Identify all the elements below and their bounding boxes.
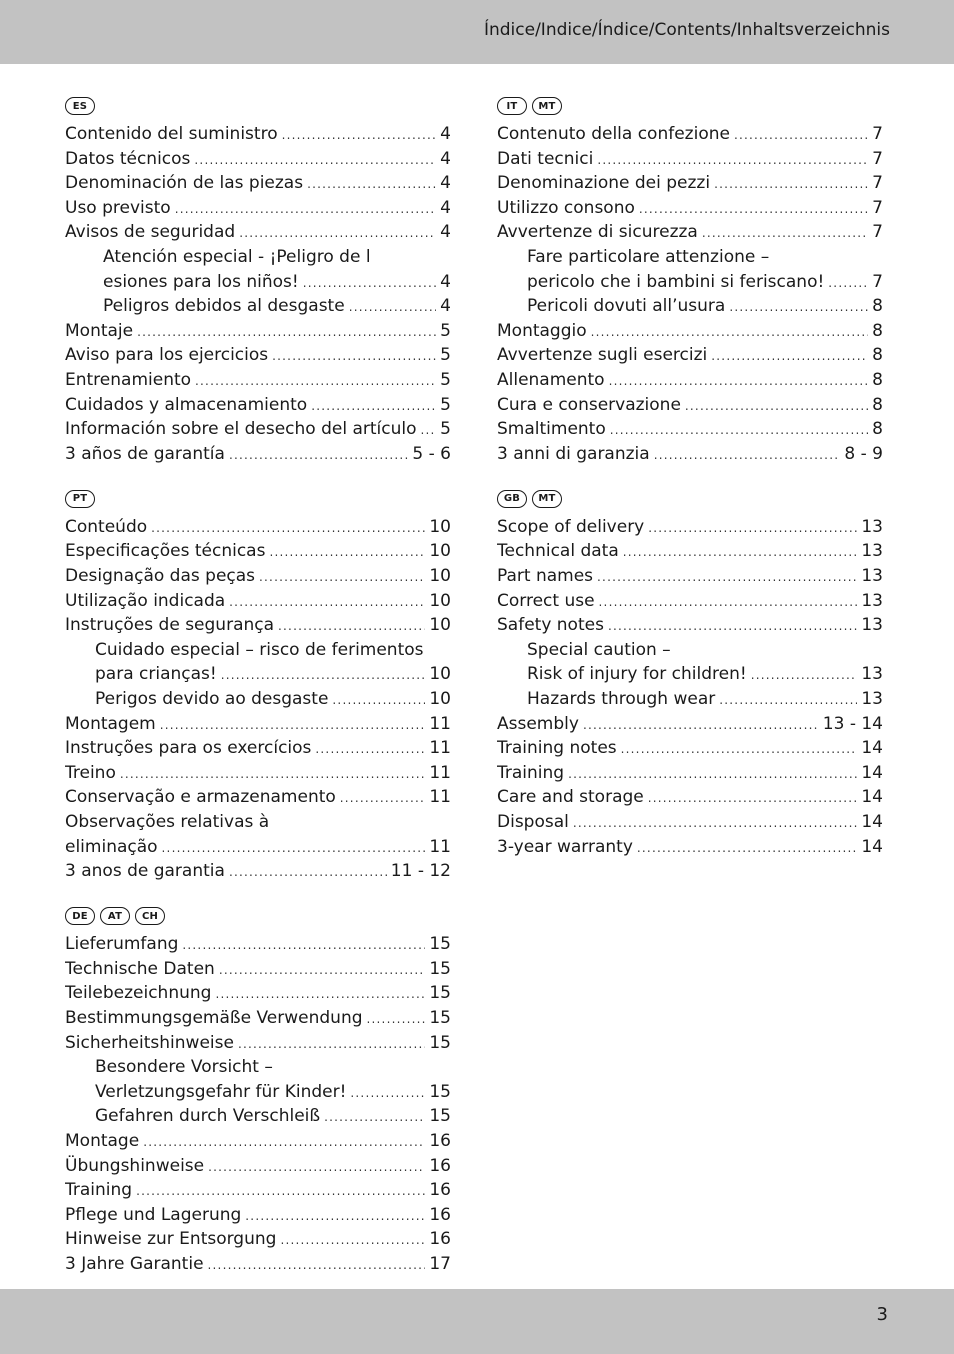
toc-entry-label: Smaltimento (497, 419, 606, 440)
toc-entry-label: Übungshinweise (65, 1155, 205, 1176)
toc-entry-page: 5 - 6 (412, 443, 451, 464)
dot-leader (639, 197, 868, 221)
toc-entry-page: 11 (429, 836, 451, 857)
dot-leader (367, 1007, 426, 1031)
toc-entry-label: Hinweise zur Entsorgung (65, 1229, 277, 1250)
dot-leader (609, 369, 869, 393)
toc-entry (65, 417, 451, 442)
toc-entry (497, 785, 883, 810)
toc-entry (65, 589, 451, 614)
toc-entry-label: Cuidado especial – risco de ferimentos (95, 639, 424, 660)
toc-entry-page: 7 (872, 173, 883, 194)
language-badges (65, 487, 451, 511)
toc-entry-label: Denominazione dei pezzi (497, 173, 711, 194)
toc-entry (497, 171, 883, 196)
toc-entry-label: para crianças! (95, 664, 217, 685)
dot-leader (324, 1105, 425, 1129)
toc-entry-label: Technical data (497, 541, 619, 562)
toc-entry-label: Contenido del suministro (65, 124, 278, 144)
toc-entry (65, 810, 451, 835)
toc-entry-label: Uso previsto (65, 197, 171, 218)
dot-leader (282, 123, 437, 147)
dot-leader (229, 860, 387, 884)
toc-entry-label: Pflege und Lagerung (65, 1204, 242, 1225)
dot-leader (239, 221, 436, 245)
toc-entry-label: Datos técnicos (65, 148, 191, 169)
toc-entry (65, 147, 451, 172)
toc-entry-page: 10 (429, 615, 451, 636)
toc-entry (65, 196, 451, 221)
toc-entry-page: 14 (861, 738, 883, 759)
toc-entry (497, 564, 883, 589)
toc-entry-page: 10 (429, 516, 451, 537)
dot-leader (583, 713, 819, 737)
dot-leader (280, 1228, 425, 1252)
page-number: 3 (876, 1304, 888, 1325)
toc-entry-label: Utilizzo consono (497, 197, 635, 218)
dot-leader (610, 418, 868, 442)
dot-leader (259, 565, 425, 589)
toc-entry-page: 14 (861, 787, 883, 808)
toc-entry (65, 539, 451, 564)
dot-leader (229, 443, 408, 467)
toc-entry-label: Entrenamiento (65, 369, 192, 390)
toc-entry (65, 785, 451, 810)
dot-leader (623, 540, 858, 564)
toc-entry-label: Part names (497, 566, 594, 586)
toc-entry (497, 270, 883, 295)
toc-entry-label: Utilização indicada (65, 590, 226, 611)
toc-entry-page: 10 (429, 664, 451, 685)
toc-entry (65, 1178, 451, 1203)
dot-leader (269, 540, 425, 564)
toc-entry-page: 5 (440, 320, 451, 341)
toc-entry-page: 17 (429, 1253, 451, 1274)
toc-entry (65, 761, 451, 786)
dot-leader (621, 737, 858, 761)
dot-leader (568, 762, 857, 786)
toc-entry-page: 15 (429, 1081, 451, 1102)
toc-entry-label: Conteúdo (65, 516, 148, 537)
toc-entry (65, 1227, 451, 1252)
dot-leader (195, 369, 436, 393)
toc-entry (65, 687, 451, 712)
toc-entry-page: 15 (429, 1008, 451, 1028)
toc-entry (65, 859, 451, 884)
toc-entry-page: 15 (429, 1106, 451, 1127)
toc-entry (65, 171, 451, 196)
toc-entry-page: 8 (872, 419, 883, 440)
dot-leader (648, 786, 858, 810)
dot-leader (828, 271, 868, 295)
language-badges (65, 94, 451, 118)
toc-entry-label: 3-year warranty (497, 836, 633, 857)
dot-leader (208, 1155, 425, 1179)
toc-entry-page: 11 (429, 787, 451, 808)
toc-entry-page: 16 (429, 1180, 451, 1201)
toc-entry-label: Treino (65, 762, 116, 783)
toc-entry-label: Pericoli dovuti all’usura (527, 296, 726, 317)
toc-entry-label: Perigos devido ao desgaste (95, 688, 329, 709)
toc-entry-label: Bestimmungsgemäße Verwendung (65, 1008, 363, 1028)
dot-leader (573, 811, 857, 835)
toc-entry-label: Designação das peças (65, 566, 256, 586)
toc-entry (65, 662, 451, 687)
dot-leader (421, 418, 437, 442)
toc-entry-label: Avvertenze sugli esercizi (497, 345, 708, 366)
toc-entry-page: 5 (440, 394, 451, 415)
dot-leader (219, 958, 426, 982)
toc-column-left (65, 94, 451, 1297)
toc-entry-label: Avvertenze di sicurezza (497, 222, 698, 243)
toc-entry-page: 14 (861, 811, 883, 832)
toc-entry (497, 736, 883, 761)
toc-entry-label: Lieferumfang (65, 934, 179, 955)
toc-entry-label: Cura e conservazione (497, 394, 681, 415)
toc-entry (65, 564, 451, 589)
header-bar (0, 0, 954, 64)
toc-entry (497, 761, 883, 786)
dot-leader (194, 148, 436, 172)
toc-entry-label: Allenamento (497, 369, 605, 390)
toc-entry (65, 294, 451, 319)
toc-entry-label: Training notes (497, 738, 617, 759)
toc-entry-page: 11 (429, 738, 451, 759)
toc-entry-label: 3 anni di garanzia (497, 443, 650, 464)
dot-leader (685, 394, 868, 418)
toc-entry-label: Disposal (497, 811, 569, 832)
language-badge: PT (65, 490, 95, 508)
dot-leader (702, 221, 868, 245)
dot-leader (751, 663, 858, 687)
toc-entry-page: 16 (429, 1204, 451, 1225)
toc-entry-page: 16 (429, 1155, 451, 1176)
toc-entry-page: 4 (440, 148, 451, 169)
toc-entry-label: Montage (65, 1130, 140, 1151)
toc-entry-label: 3 Jahre Garantie (65, 1253, 204, 1274)
toc-entry (497, 319, 883, 344)
toc-entry-label: Avisos de seguridad (65, 222, 236, 243)
toc-entry-label: Safety notes (497, 615, 604, 636)
toc-entry (65, 1154, 451, 1179)
toc-entry-label: Contenuto della confezione (497, 124, 730, 144)
toc-entry (497, 442, 883, 467)
toc-entry-label: Gefahren durch Verschleiß (95, 1106, 321, 1127)
toc-entry-page: 8 (872, 394, 883, 415)
dot-leader (349, 295, 436, 319)
toc-entry-page: 7 (872, 124, 883, 144)
toc-entry-page: 13 - 14 (822, 713, 883, 734)
dot-leader (711, 344, 868, 368)
toc-entry-page: 13 (861, 566, 883, 586)
toc-entry (65, 736, 451, 761)
toc-entry-page: 16 (429, 1229, 451, 1250)
toc-entry-page: 7 (872, 197, 883, 218)
toc-entry (65, 122, 451, 147)
toc-entry-label: pericolo che i bambini si feriscano! (527, 271, 825, 292)
toc-section (65, 94, 451, 466)
dot-leader (648, 516, 857, 540)
toc-entry-page: 15 (429, 958, 451, 979)
toc-entry-page: 16 (429, 1130, 451, 1151)
toc-entry-page: 10 (429, 590, 451, 611)
toc-entry-page: 15 (429, 1032, 451, 1053)
toc-entry-label: Special caution – (527, 639, 671, 660)
toc-entry (65, 442, 451, 467)
toc-entry (497, 245, 883, 270)
toc-entry (497, 539, 883, 564)
toc-entry-page: 4 (440, 197, 451, 218)
toc-column-right (497, 94, 883, 880)
toc-entry-label: Correct use (497, 590, 595, 611)
dot-leader (340, 786, 426, 810)
toc-entry (497, 810, 883, 835)
toc-entry-page: 8 (872, 320, 883, 341)
toc-entry-label: Atención especial - ¡Peligro de l (103, 246, 371, 267)
toc-entry-label: Besondere Vorsicht – (95, 1057, 273, 1078)
dot-leader (136, 1179, 425, 1203)
toc-entry (65, 270, 451, 295)
toc-entry-label: Sicherheitshinweise (65, 1032, 234, 1053)
toc-entry-label: Peligros debidos al desgaste (103, 296, 345, 317)
toc-entry-page: 11 (429, 713, 451, 734)
toc-entry (497, 393, 883, 418)
toc-entry-label: Especificações técnicas (65, 541, 266, 562)
toc-entry-label: Observações relativas à (65, 811, 270, 832)
toc-entry-label: Verletzungsgefahr für Kinder! (95, 1081, 347, 1102)
toc-entry-page: 14 (861, 836, 883, 857)
toc-entry (65, 1104, 451, 1129)
toc-entry (497, 687, 883, 712)
toc-entry-page: 8 (872, 369, 883, 390)
dot-leader (608, 614, 857, 638)
toc-entry-label: esiones para los niños! (103, 271, 299, 292)
toc-entry-page: 7 (872, 222, 883, 243)
language-badges (497, 94, 883, 118)
language-badge: MT (532, 97, 562, 115)
toc-entry-page: 13 (861, 590, 883, 611)
toc-entry-label: Fare particolare attenzione – (527, 246, 770, 267)
toc-entry-page: 4 (440, 173, 451, 194)
toc-entry (497, 613, 883, 638)
toc-entry (497, 343, 883, 368)
toc-entry-label: Care and storage (497, 787, 644, 808)
language-badge: IT (497, 97, 527, 115)
toc-entry-page: 10 (429, 541, 451, 562)
toc-entry (65, 981, 451, 1006)
toc-entry (65, 1006, 451, 1031)
toc-entry (65, 319, 451, 344)
toc-entry-page: 13 (861, 688, 883, 709)
toc-entry (497, 515, 883, 540)
toc-entry-label: 3 años de garantía (65, 443, 225, 464)
dot-leader (143, 1130, 425, 1154)
dot-leader (215, 982, 425, 1006)
toc-entry (65, 712, 451, 737)
dot-leader (151, 516, 425, 540)
toc-entry-label: Instruções para os exercícios (65, 738, 312, 759)
toc-entry-page: 7 (872, 148, 883, 169)
dot-leader (637, 836, 857, 860)
footer-bar (0, 1289, 954, 1354)
dot-leader (311, 394, 436, 418)
toc-entry (65, 515, 451, 540)
toc-entry (65, 368, 451, 393)
toc-section (497, 94, 883, 466)
toc-entry (497, 220, 883, 245)
toc-entry (65, 932, 451, 957)
toc-section (65, 487, 451, 884)
toc-entry-page: 8 (872, 296, 883, 317)
toc-entry (65, 220, 451, 245)
toc-entry-label: Información sobre el desecho del artículo (65, 419, 417, 440)
toc-section (65, 904, 451, 1276)
toc-entry (65, 1080, 451, 1105)
toc-entry-page: 7 (872, 271, 883, 292)
toc-entry (497, 417, 883, 442)
toc-entry (65, 957, 451, 982)
toc-entry-page: 11 - 12 (390, 861, 451, 882)
toc-entry-page: 11 (429, 762, 451, 783)
toc-entry-page: 5 (440, 369, 451, 390)
toc-entry-label: Training (497, 762, 565, 783)
dot-leader (160, 713, 426, 737)
toc-entry-label: Scope of delivery (497, 516, 645, 537)
toc-entry (497, 122, 883, 147)
toc-entry-label: Dati tecnici (497, 148, 594, 169)
toc-entry-label: Cuidados y almacenamiento (65, 394, 308, 415)
toc-entry-page: 10 (429, 688, 451, 709)
dot-leader (303, 271, 436, 295)
dot-leader (137, 320, 436, 344)
toc-entry (65, 245, 451, 270)
toc-entry-label: Montagem (65, 713, 156, 734)
toc-entry-label: Risk of injury for children! (527, 664, 747, 685)
toc-entry-page: 13 (861, 664, 883, 685)
toc-entry-label: Teilebezeichnung (65, 983, 212, 1004)
toc-entry-page: 8 - 9 (844, 443, 883, 464)
dot-leader (734, 123, 868, 147)
dot-leader (208, 1253, 426, 1277)
toc-entry (497, 294, 883, 319)
dot-leader (278, 614, 425, 638)
toc-entry-page: 13 (861, 615, 883, 636)
toc-entry (65, 835, 451, 860)
toc-entry-page: 5 (440, 345, 451, 366)
dot-leader (162, 836, 426, 860)
toc-entry (65, 1031, 451, 1056)
dot-leader (182, 933, 425, 957)
toc-entry-label: Instruções de segurança (65, 615, 275, 636)
toc-entry (65, 638, 451, 663)
toc-entry (65, 1129, 451, 1154)
dot-leader (245, 1204, 425, 1228)
language-badge: CH (135, 907, 165, 925)
toc-entry-label: Montaje (65, 320, 134, 341)
toc-entry-label: Technische Daten (65, 958, 215, 979)
toc-entry-page: 15 (429, 934, 451, 955)
toc-entry-page: 13 (861, 541, 883, 562)
dot-leader (238, 1032, 425, 1056)
toc-entry-page: 14 (861, 762, 883, 783)
toc-entry-page: 4 (440, 124, 451, 144)
toc-entry (497, 147, 883, 172)
toc-entry-page: 13 (861, 516, 883, 537)
toc-entry-label: Denominación de las piezas (65, 173, 304, 194)
language-badge: AT (100, 907, 130, 925)
dot-leader (597, 565, 857, 589)
toc-entry-label: Hazards through wear (527, 688, 716, 709)
language-badge: MT (532, 490, 562, 508)
toc-entry-page: 10 (429, 566, 451, 586)
toc-entry-label: eliminação (65, 836, 158, 857)
toc-entry (497, 835, 883, 860)
toc-entry (65, 613, 451, 638)
toc-entry-label: Aviso para los ejercicios (65, 345, 269, 366)
toc-entry (65, 1055, 451, 1080)
dot-leader (350, 1081, 425, 1105)
toc-entry (497, 196, 883, 221)
toc-entry (65, 1203, 451, 1228)
dot-leader (729, 295, 868, 319)
toc-entry-page: 15 (429, 983, 451, 1004)
dot-leader (229, 590, 425, 614)
language-badge: ES (65, 97, 95, 115)
dot-leader (714, 172, 868, 196)
toc-entry (65, 393, 451, 418)
dot-leader (332, 688, 425, 712)
toc-entry-label: Assembly (497, 713, 579, 734)
toc-entry (497, 662, 883, 687)
page-title: Índice/Indice/Índice/Contents/Inhaltsverzeichnis (483, 20, 890, 40)
toc-section (497, 487, 883, 859)
toc-entry-label: 3 anos de garantia (65, 861, 225, 882)
toc-entry-page: 4 (440, 296, 451, 317)
dot-leader (120, 762, 426, 786)
dot-leader (719, 688, 857, 712)
toc-entry (497, 712, 883, 737)
dot-leader (599, 590, 858, 614)
dot-leader (221, 663, 426, 687)
toc-entry-label: Montaggio (497, 320, 587, 341)
dot-leader (307, 172, 436, 196)
toc-entry-page: 4 (440, 222, 451, 243)
toc-entry-label: Training (65, 1180, 133, 1201)
language-badge: GB (497, 490, 527, 508)
language-badge: DE (65, 907, 95, 925)
toc-entry-page: 4 (440, 271, 451, 292)
dot-leader (175, 197, 436, 221)
toc-entry (497, 589, 883, 614)
language-badges (65, 904, 451, 928)
toc-entry (65, 1252, 451, 1277)
toc-entry-label: Conservação e armazenamento (65, 787, 336, 808)
language-badges (497, 487, 883, 511)
dot-leader (654, 443, 841, 467)
dot-leader (597, 148, 868, 172)
dot-leader (591, 320, 869, 344)
toc-entry-page: 8 (872, 345, 883, 366)
toc-entry (497, 638, 883, 663)
toc-entry (497, 368, 883, 393)
dot-leader (272, 344, 436, 368)
toc-entry (65, 343, 451, 368)
toc-entry-page: 5 (440, 419, 451, 440)
dot-leader (315, 737, 425, 761)
